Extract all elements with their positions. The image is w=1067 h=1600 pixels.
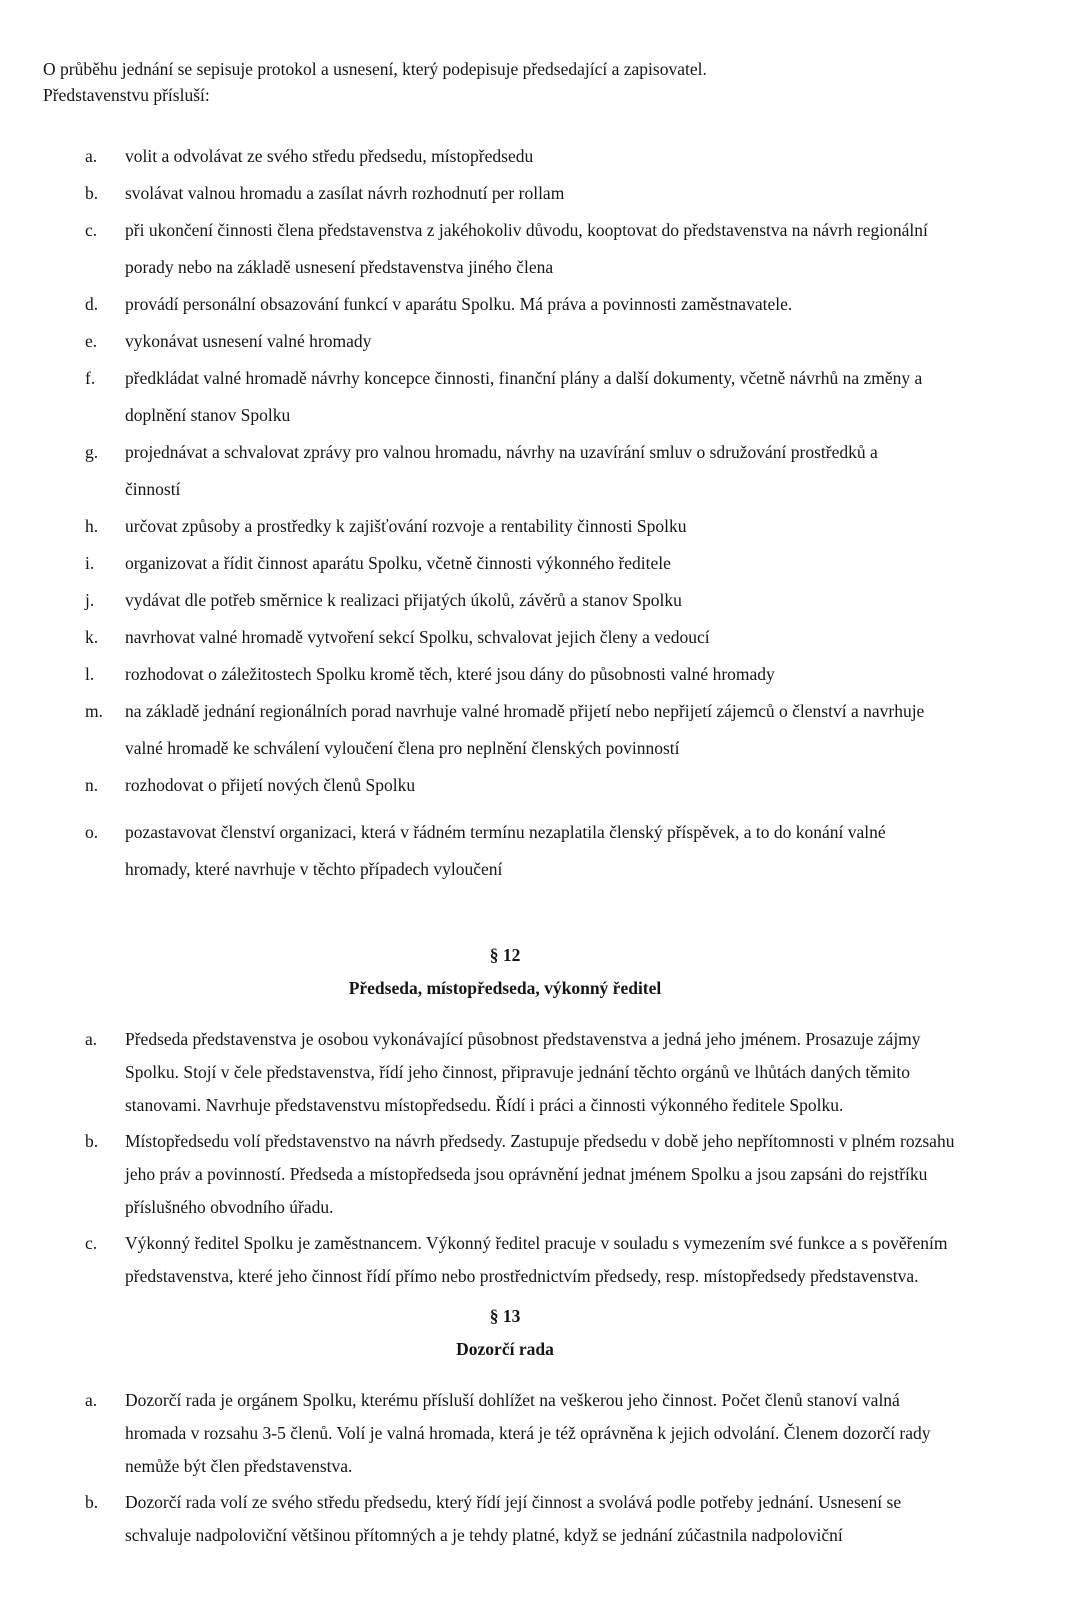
item-text: určovat způsoby a prostředky k zajišťování rozvoje a rentability činnosti Spolku <box>125 516 687 536</box>
item-text: navrhovat valné hromadě vytvoření sekcí Spolku, schvalovat jejich členy a vedoucí <box>125 627 710 647</box>
item-marker: l. <box>85 664 95 684</box>
item-marker: i. <box>85 553 95 573</box>
item-text: projednávat a schvalovat zprávy pro valnou hromadu, návrhy na uzavírání smluv o sdružování prostředků a činností <box>125 442 878 499</box>
list-item-c <box>85 212 967 286</box>
section-13-title: Dozorčí rada <box>456 1339 554 1359</box>
item-marker: a. <box>85 1390 98 1410</box>
list-item-f <box>85 360 967 434</box>
item-marker: a. <box>85 146 98 166</box>
list-item-g <box>85 434 967 508</box>
item-text: Dozorčí rada je orgánem Spolku, kterému přísluší dohlížet na veškerou jeho činnost. Počet členů stanoví valná hromada v rozsahu 3-5 členů. Volí je valná hromada, která je též oprávněna k jejich odvolání. Členem dozorčí rady nemůže být člen představenstva. <box>125 1390 931 1476</box>
item-marker: a. <box>85 1029 98 1049</box>
list-item-m <box>85 693 967 767</box>
item-text: na základě jednání regionálních porad navrhuje valné hromadě přijetí nebo nepřijetí zájemců o členství a navrhuje valné hromadě ke schválení vyloučení člena pro neplnění členských povinností <box>125 701 925 758</box>
item-marker: o. <box>85 822 99 842</box>
item-marker: b. <box>85 1492 99 1512</box>
list-item-i <box>85 545 967 582</box>
item-marker: d. <box>85 294 99 314</box>
item-text: vykonávat usnesení valné hromady <box>125 331 372 351</box>
item-text: při ukončení činnosti člena představenstva z jakéhokoliv důvodu, kooptovat do představenstva na návrh regionální porady nebo na základě usnesení představenstva jiného člena <box>125 220 928 277</box>
item-marker: n. <box>85 775 99 795</box>
section-13-item-b <box>85 1486 967 1552</box>
item-text: provádí personální obsazování funkcí v aparátu Spolku. Má práva a povinnosti zaměstnavatele. <box>125 294 793 314</box>
item-text: Místopředsedu volí představenstvo na návrh předsedy. Zastupuje předsedu v době jeho nepřítomnosti v plném rozsahu jeho práv a povinností. Předseda a místopředseda jsou oprávnění jednat jménem Spolku a jsou zapsáni do rejstříku příslušného obvodního úřadu. <box>125 1131 955 1217</box>
section-12-item-a <box>85 1023 967 1122</box>
item-marker: c. <box>85 220 98 240</box>
list-item-a <box>85 138 967 175</box>
list-item-l <box>85 656 967 693</box>
item-marker: e. <box>85 331 98 351</box>
list-item-n <box>85 767 967 804</box>
item-marker: b. <box>85 183 99 203</box>
section-12-item-b <box>85 1125 967 1224</box>
list-item-k <box>85 619 967 656</box>
item-marker: c. <box>85 1233 98 1253</box>
list-item-b <box>85 175 967 212</box>
item-text: pozastavovat členství organizaci, která v řádném termínu nezaplatila členský příspěvek, a to do konání valné hromady, které navrhuje v těchto případech vyloučení <box>125 822 886 879</box>
section-13-items <box>43 1384 967 1552</box>
section-12-number: § 12 <box>489 945 521 965</box>
item-marker: m. <box>85 701 103 721</box>
section-13 <box>43 1305 967 1552</box>
board-powers-list <box>43 138 967 888</box>
intro-line-2: Představenstvu přísluší: <box>43 85 210 105</box>
item-marker: k. <box>85 627 99 647</box>
section-12 <box>43 944 967 1293</box>
item-text: svolávat valnou hromadu a zasílat návrh rozhodnutí per rollam <box>125 183 565 203</box>
item-marker: h. <box>85 516 99 536</box>
item-text: předkládat valné hromadě návrhy koncepce činnosti, finanční plány a další dokumenty, včetně návrhů na změny a doplnění stanov Spolku <box>125 368 923 425</box>
item-text: volit a odvolávat ze svého středu předsedu, místopředsedu <box>125 146 534 166</box>
intro-paragraph <box>43 56 967 108</box>
list-item-j <box>85 582 967 619</box>
intro-line-1: O průběhu jednání se sepisuje protokol a usnesení, který podepisuje předsedající a zapisovatel. <box>43 59 707 79</box>
list-item-e <box>85 323 967 360</box>
item-text: organizovat a řídit činnost aparátu Spolku, včetně činnosti výkonného ředitele <box>125 553 671 573</box>
list-item-h <box>85 508 967 545</box>
item-text: Výkonný ředitel Spolku je zaměstnancem. Výkonný ředitel pracuje v souladu s vymezením své funkce a s pověřením představenstva, které jeho činnost řídí přímo nebo prostřednictvím předsedy, resp. místopředsedy představenstva. <box>125 1233 948 1286</box>
section-12-items <box>43 1023 967 1293</box>
section-13-item-a <box>85 1384 967 1483</box>
item-text: rozhodovat o záležitostech Spolku kromě těch, které jsou dány do působnosti valné hromady <box>125 664 775 684</box>
item-marker: b. <box>85 1131 99 1151</box>
section-12-item-c <box>85 1227 967 1293</box>
item-text: Dozorčí rada volí ze svého středu předsedu, který řídí její činnost a svolává podle potřeby jednání. Usnesení se schvaluje nadpoloviční většinou přítomných a je tehdy platné, když se jednání zúčastnila nadpoloviční <box>125 1492 902 1545</box>
item-text: rozhodovat o přijetí nových členů Spolku <box>125 775 416 795</box>
item-marker: f. <box>85 368 96 388</box>
list-item-d <box>85 286 967 323</box>
list-item-o <box>85 814 967 888</box>
item-marker: j. <box>85 590 95 610</box>
item-text: vydávat dle potřeb směrnice k realizaci přijatých úkolů, závěrů a stanov Spolku <box>125 590 682 610</box>
section-12-title: Předseda, místopředseda, výkonný ředitel <box>348 978 662 998</box>
section-13-number: § 13 <box>489 1306 521 1326</box>
item-marker: g. <box>85 442 99 462</box>
item-text: Předseda představenstva je osobou vykonávající působnost představenstva a jedná jeho jménem. Prosazuje zájmy Spolku. Stojí v čele představenstva, řídí jeho činnost, připravuje jednání těchto orgánů ve lhůtách daných těmito stanovami. Navrhuje představenstvu místopředsedu. Řídí i práci a činnosti výkonného ředitele Spolku. <box>125 1029 921 1115</box>
